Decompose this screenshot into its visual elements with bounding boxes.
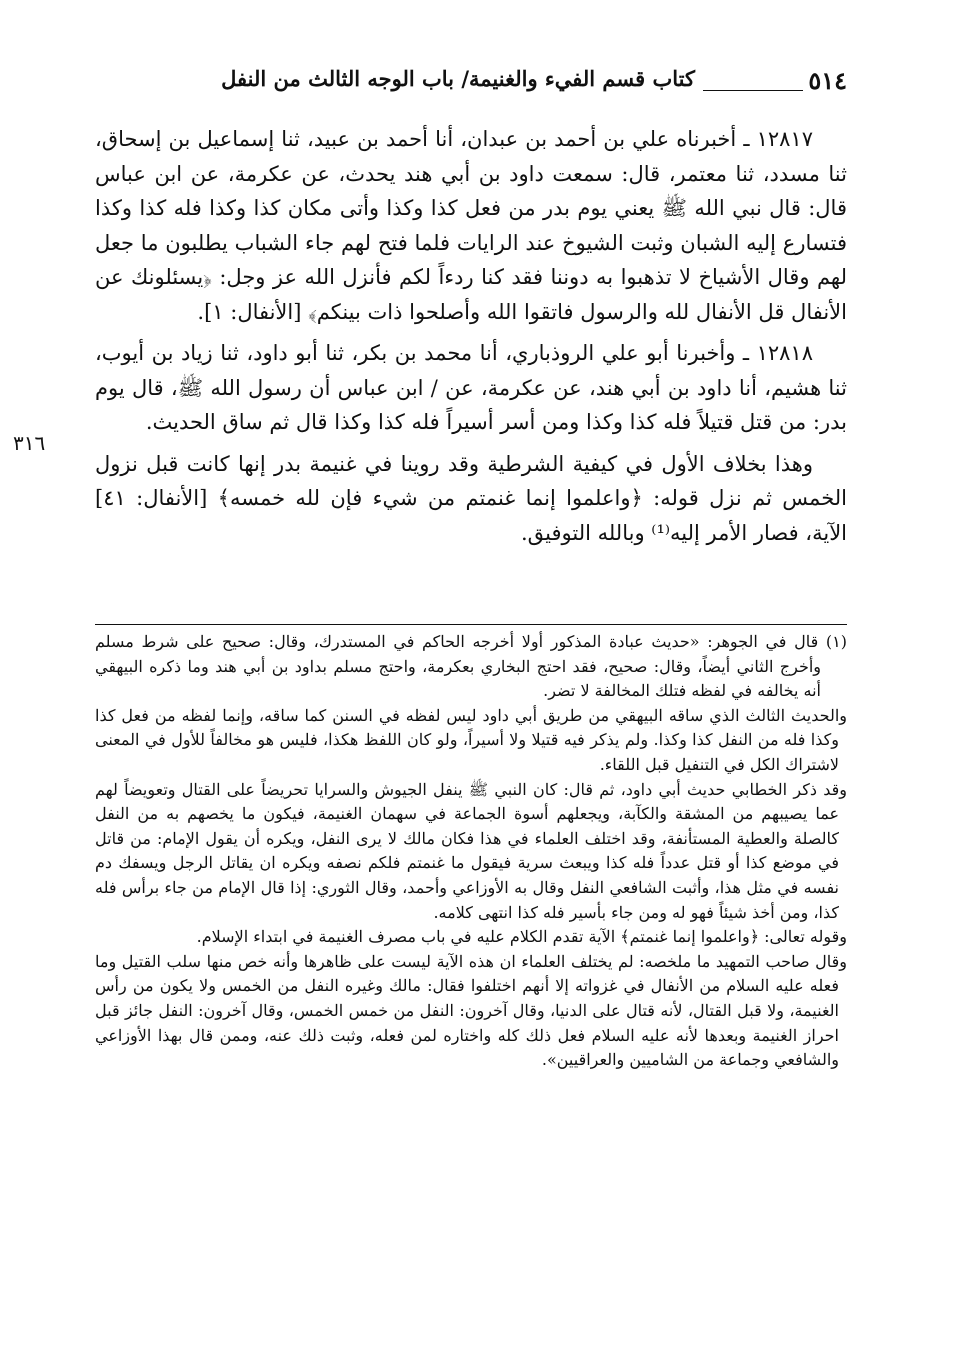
- footnote-divider: [95, 624, 847, 625]
- main-text: [95, 122, 847, 550]
- running-title: كتاب قسم الفيء والغنيمة/ باب الوجه الثالث من النفل: [221, 66, 695, 91]
- footnotes: [95, 630, 847, 1073]
- footnote-1: (١) قال في الجوهر: «حديث عبادة المذكور أولا أخرجه الحاكم في المستدرك، وقال: صحيح على شرط مسلم وأخرج الثاني أيضاً، وقال: صحيح، فقد احتج البخاري بعكرمة، واحتج مسلم بداود بن أبي هند وما ذكره البيهقي أنه يخالفه في لفظه فتلك المخالفة لا تضر.: [95, 632, 847, 701]
- margin-page-reference: ٣١٦: [13, 431, 46, 455]
- page-number: ٥١٤: [808, 66, 847, 95]
- commentary-paragraph: وهذا بخلاف الأول في كيفية الشرطية وقد روينا في غنيمة بدر إنها كانت قبل نزول الخمس ثم نزل قوله: ﴿واعلموا إنما غنمتم من شيء فإن لله خمسه﴾ [الأنفال: ٤١] الآية، فصار الأمر إليه⁽¹⁾ وبالله التوفيق.: [95, 451, 847, 545]
- footnote-1-continued: وقال صاحب التمهيد ما ملخصه: لم يختلف العلماء ان هذه الآية ليست على ظاهرها وأنه خص منها سلب القتيل وما فعله عليه السلام من الأنفال في غزواته إلا أنهم اختلفوا فقال: مالك وغيره النفل من الخمس ولا يكون من رأس الغنيمة، ولا قبل القتال، لأنه قتال على الدنيا، وقال آخرون: النفل من خمس الخمس، وقال آخرون: النفل جائز قبل احراز الغنيمة وبعدها لأنه عليه السلام فعل ذلك كله واختاره لمن فعله، وثبت ذلك عنه، وممن قال بهذا الأوزاعي والشافعي وجماعة من الشاميين والعراقيين».: [95, 951, 847, 1070]
- header-rule: [703, 90, 803, 91]
- footnote-1-continued: وقد ذكر الخطابي حديث أبي داود، ثم قال: كان النبي ﷺ ينفل الجيوش والسرايا تحريضاً على القتال وتعويضاً لهم عما يصيبهم من المشقة والكآبة، ويجعلهم أسوة الجماعة في سهمان الغنيمة، فيكون ما يخصهم به من النفل كالصلة والعطية المستأنفة، وقد اختلف العلماء في هذا فكان مالك لا يرى النفل، ويكره أن يقول الإمام: من قاتل في موضع كذا أو قتل عدداً فله كذا ويبعث سرية فيقول ما غنمتم فلكم نصفه ويكره ان يقاتل الرجل ويسفك دم نفسه في مثل هذا، وأثبت الشافعي النفل وقال به الأوزاعي وأحمد، وقال الثوري: إذا قال الإمام من جاء برأس فله كذا، ومن أخذ شيئاً فهو له ومن جاء بأسير فله كذا انتهى كلامه.: [95, 779, 847, 922]
- hadith-12818: ١٢٨١٨ ـ وأخبرنا أبو علي الروذباري، أنا محمد بن بكر، ثنا أبو داود، ثنا زياد بن أيوب، ثنا هشيم، أنا داود بن أبي هند، عن عكرمة، عن / ابن عباس أن رسول الله ﷺ، قال يوم بدر: من قتل قتيلاً فله كذا وكذا ومن أسر أسيراً فله كذا وكذا قال ثم ساق الحديث.: [95, 341, 847, 434]
- page-header: [95, 62, 847, 102]
- hadith-12817: ١٢٨١٧ ـ أخبرناه علي بن أحمد بن عبدان، أنا أحمد بن عبيد، ثنا إسماعيل بن إسحاق، ثنا مسدد، ثنا معتمر، قال: سمعت داود بن أبي هند يحدث، عن عكرمة، عن ابن عباس قال: قال نبي الله ﷺ يعني يوم بدر من فعل كذا وكذا وأتى مكان كذا وكذا فله كذا وكذا فتسارع إليه الشبان وثبت الشيوخ عند الرايات فلما فتح لهم جاء الشباب يطلبون ما جعل لهم وقال الأشياخ لا تذهبوا به دوننا فقد كنا ردءاً لكم فأنزل الله عز وجل: ﴿يسئلونك عن الأنفال قل الأنفال لله والرسول فاتقوا الله وأصلحوا ذات بينكم﴾ [الأنفال: ١].: [95, 127, 847, 324]
- footnote-1-continued: وقوله تعالى: ﴿واعلموا إنما غنمتم﴾ الآية تقدم الكلام عليه في باب مصرف الغنيمة في ابتداء الإسلام.: [196, 927, 847, 947]
- footnote-1-continued: والحديث الثالث الذي ساقه البيهقي من طريق أبي داود ليس لفظه في السنن كما ساقه، وإنما لفظه من فعل كذا وكذا فله من النفل كذا وكذا. ولم يذكر فيه قتيلا ولا أسيراً، ولو كان اللفظ هكذا، فليس هو مخالفاً للأول في المعنى لاشتراك الكل في التنفيل قبل اللقاء.: [95, 705, 847, 774]
